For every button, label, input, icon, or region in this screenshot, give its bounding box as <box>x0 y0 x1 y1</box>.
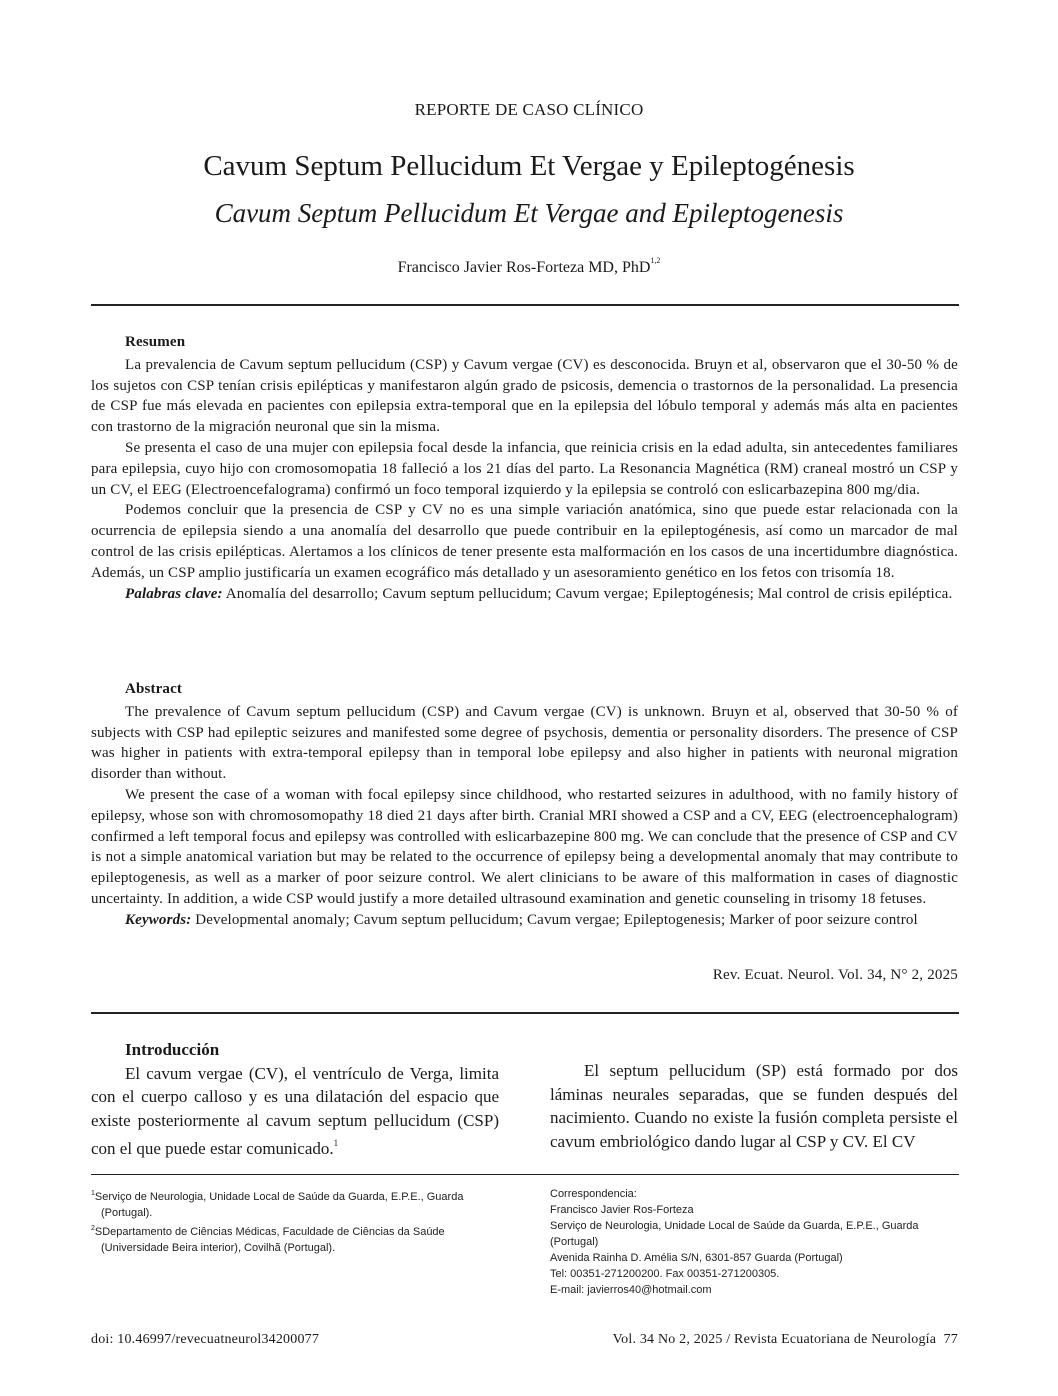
resumen-paragraph: Se presenta el caso de una mujer con epilepsia focal desde la infancia, que reinicia crisis en la edad adulta, sin antecedentes familiares para epilepsia, cuyo hijo con cromosomopatia 18 falleció a los 21 días del parto. La Resonancia Magnética (RM) craneal mostró un CSP y un CV, el EEG (Electroencefalograma) confirmó un foco temporal izquierdo y la epilepsia se controló con eslicarbazepina 800 mg/dia. <box>91 439 958 498</box>
abstract-keywords <box>91 910 958 931</box>
intro-text-left: El cavum vergae (CV), el ventrículo de Verga, limita con el cuerpo calloso y es una dilatación del espacio que existe posteriormente al cavum septum pellucidum (CSP) con el que puede estar comunicado. <box>91 1063 499 1158</box>
author-line <box>0 256 1058 277</box>
footer-journal-info <box>613 1332 958 1348</box>
resumen-heading: Resumen <box>125 334 186 350</box>
affiliation-text: Serviço de Neurologia, Unidade Local de Saúde da Guarda, E.P.E., Guarda (Portugal). <box>94 1191 464 1219</box>
resumen-section <box>91 332 958 604</box>
resumen-paragraph: La prevalencia de Cavum septum pellucidum (CSP) y Cavum vergae (CV) es desconocida. Bruyn et al, observaron que el 30-50 % de los sujetos con CSP tenían crisis epilépticas y manifestaron algún grado de psicosis, demencia o trastornos de la personalidad. La presencia de CSP fue más elevada en pacientes con epilepsia extra-temporal que en la epilepsia del lóbulo temporal y además más alta en pacientes con trastorno de la migración neuronal que sin la misma. <box>91 356 958 436</box>
author-affiliation-marks: 1,2 <box>650 256 661 265</box>
keywords-label: Palabras clave: <box>125 585 223 602</box>
affiliation-number: 1 <box>91 1190 95 1197</box>
affiliation-number: 2 <box>91 1225 95 1232</box>
keywords-text: Anomalía del desarrollo; Cavum septum pellucidum; Cavum vergae; Epileptogénesis; Mal control de crisis epiléptica. <box>225 585 953 602</box>
abstract-paragraph: We present the case of a woman with focal epilepsy since childhood, who restarted seizures in adulthood, with no family history of epilepsy, whose son with chromosomopathy 18 died 21 days after birth. Cranial MRI showed a CSP and a CV, EEG (electroencephalogram) confirmed a left temporal focus and epilepsy was controlled with eslicarbazepine 800 mg. We can conclude that the presence of CSP and CV is not a simple anatomical variation but may be related to the occurrence of epilepsy being a developmental anomaly that may contribute to epileptogenesis, as well as a marker of poor seizure control. We alert clinicians to be aware of this malformation in cases of diagnostic uncertainty. In addition, a wide CSP would justify a more detailed ultrasound examination and genetic counseling in trisomy 18 fetuses. <box>91 786 958 907</box>
journal-info: Vol. 34 No 2, 2025 / Revista Ecuatoriana de Neurología <box>612 1332 937 1347</box>
correspondence-label: Correspondencia: <box>550 1188 637 1200</box>
intro-left-column <box>91 1038 499 1161</box>
correspondence-address: Avenida Rainha D. Amélia S/N, 6301-857 Guarda (Portugal) <box>550 1252 843 1264</box>
intro-paragraph: El septum pellucidum (SP) está formado por dos láminas neurales separadas, que se funden después del nacimiento. Cuando no existe la fusión completa persiste el cavum embriológico dando lugar al CSP y CV. El CV <box>550 1061 958 1151</box>
affiliation-text: SDepartamento de Ciências Médicas, Faculdade de Ciências da Saúde (Universidade Beira interior), Covilhã (Portugal). <box>94 1226 445 1254</box>
correspondence-institution: Serviço de Neurologia, Unidade Local de Saúde da Guarda, E.P.E., Guarda (Portugal) <box>550 1220 919 1248</box>
keywords-label: Keywords: <box>125 911 192 928</box>
author-name: Francisco Javier Ros-Forteza MD, PhD <box>397 259 651 276</box>
resumen-keywords <box>91 584 958 605</box>
intro-heading: Introducción <box>125 1040 220 1059</box>
correspondence-phone: Tel: 00351-271200200. Fax 00351-271200305. <box>550 1268 780 1280</box>
footnote-divider <box>91 1174 959 1175</box>
affiliations <box>91 1186 491 1256</box>
correspondence-block <box>550 1186 950 1298</box>
abstract-section <box>91 679 958 931</box>
doi-link[interactable]: doi: 10.46997/revecuatneurol34200077 <box>91 1332 320 1347</box>
affiliation-item <box>91 1221 491 1256</box>
reference-mark: 1 <box>333 1138 339 1148</box>
correspondence-name: Francisco Javier Ros-Forteza <box>550 1204 694 1216</box>
correspondence-email: E-mail: javierros40@hotmail.com <box>550 1284 712 1296</box>
abstract-heading: Abstract <box>125 681 183 697</box>
title-spanish: Cavum Septum Pellucidum Et Vergae y Epileptogénesis <box>203 150 855 182</box>
intro-right-column <box>550 1059 958 1153</box>
affiliation-item <box>91 1186 491 1221</box>
page-number: 77 <box>943 1332 958 1347</box>
resumen-paragraph: Podemos concluir que la presencia de CSP y CV no es una simple variación anatómica, sino que puede estar relacionada con la ocurrencia de epilepsia siendo a una anomalía del desarrollo que puede contribuir en la epileptogénesis, así como un marcador de mal control de las crisis epilépticas. Alertamos a los clínicos de tener presente esta malformación en los casos de una incertidumbre diagnóstica. Además, un CSP amplio justificaría un examen ecográfico más detallado y un asesoramiento genético en los fetos con trisomía 18. <box>91 502 958 581</box>
body-divider <box>91 1012 959 1014</box>
intro-paragraph <box>91 1062 499 1161</box>
keywords-text: Developmental anomaly; Cavum septum pellucidum; Cavum vergae; Epileptogenesis; Marker of poor seizure control <box>195 911 918 928</box>
abstract-paragraph: The prevalence of Cavum septum pellucidum (CSP) and Cavum vergae (CV) is unknown. Bruyn et al, observed that 30-50 % of subjects with CSP had epileptic seizures and manifested some degree of psychosis, dementia or personality disorders. The presence of CSP was higher in patients with extra-temporal epilepsy than in temporal lobe epilepsy and also higher in patients with neuronal migration disorder than without. <box>91 703 958 783</box>
title-english: Cavum Septum Pellucidum Et Vergae and Epileptogenesis <box>214 198 844 228</box>
section-label: REPORTE DE CASO CLÍNICO <box>414 100 644 119</box>
journal-citation: Rev. Ecuat. Neurol. Vol. 34, N° 2, 2025 <box>712 967 958 983</box>
header-divider <box>91 304 959 306</box>
